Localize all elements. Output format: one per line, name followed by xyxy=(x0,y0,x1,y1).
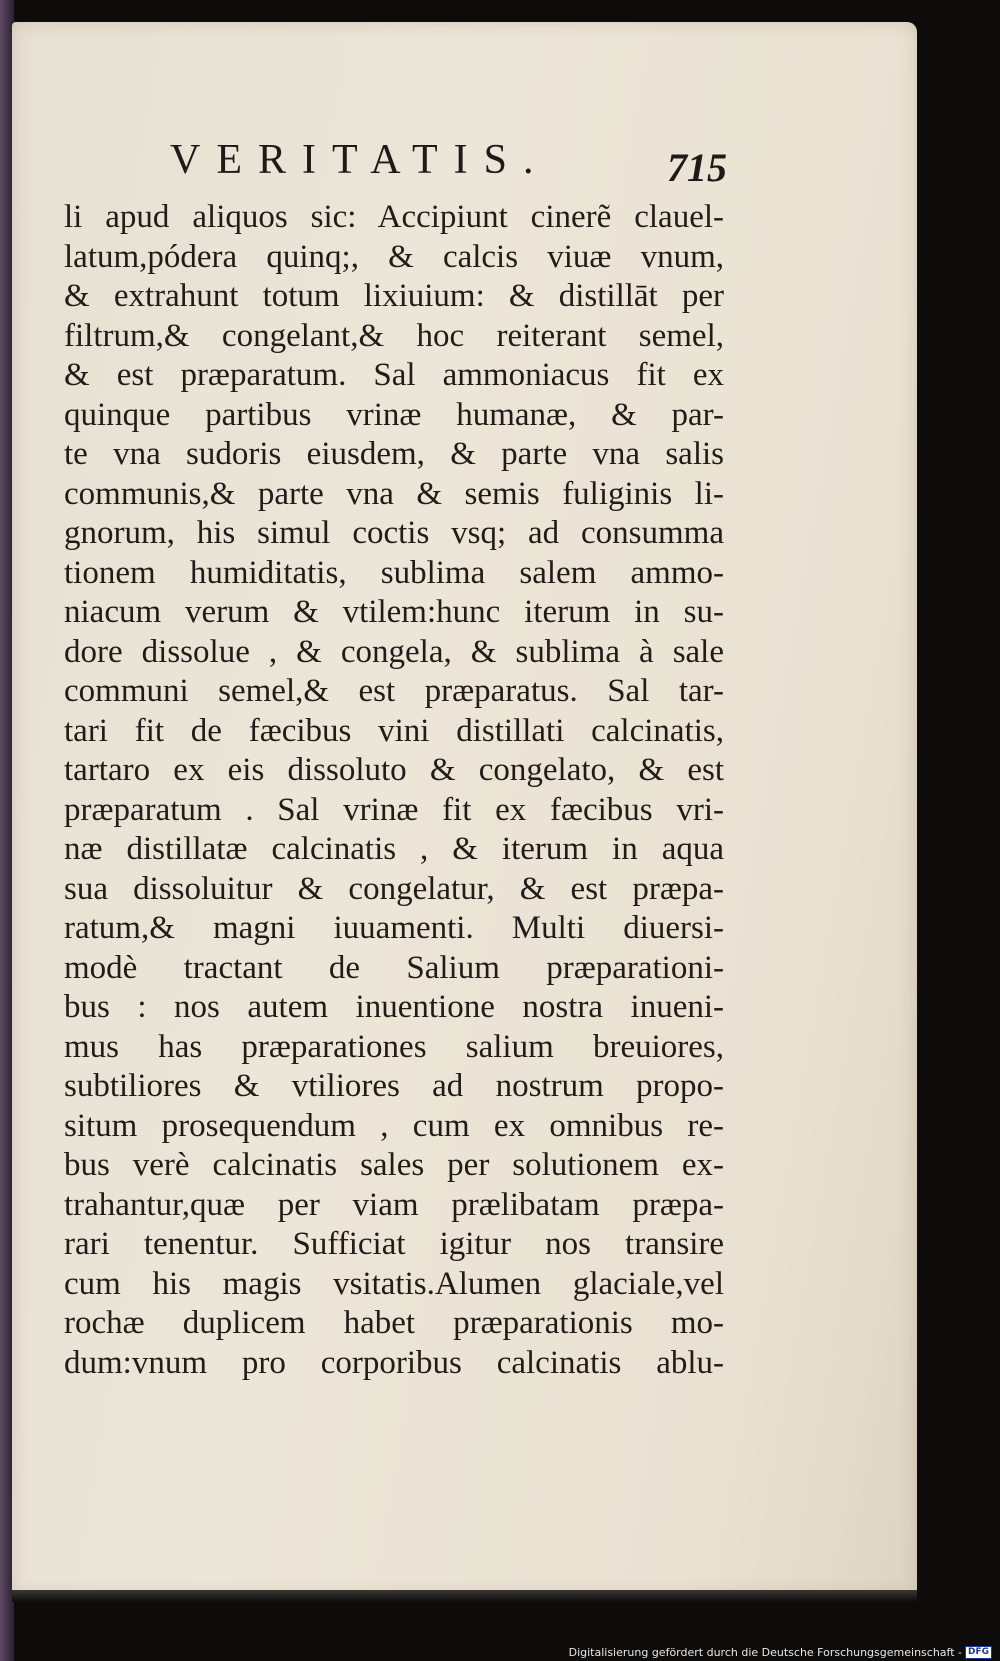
text-line: tari fit de fæcibus vini distillati calcinatis, xyxy=(64,712,724,749)
text-line: sua dissoluitur & congelatur, & est præpa- xyxy=(64,870,724,907)
page-number: 715 xyxy=(667,145,727,190)
text-line: & extrahunt totum lixiuium: & distillāt per xyxy=(64,278,724,314)
text-line: mus has præparationes salium breuiores, xyxy=(64,1028,724,1065)
digitization-credit xyxy=(569,1646,992,1659)
text-line: filtrum,& congelant,& hoc reiterant semel, xyxy=(64,317,724,354)
text-line: subtiliores & vtiliores ad nostrum propo- xyxy=(64,1068,724,1104)
text-line: te vna sudoris eiusdem, & parte vna salis xyxy=(64,436,724,472)
text-line: ratum,& magni iuuamenti. Multi diuersi- xyxy=(64,910,724,946)
text-line: communi semel,& est præparatus. Sal tar- xyxy=(64,673,724,709)
text-line: li apud aliquos sic: Accipiunt cinerẽ clauel- xyxy=(64,199,724,235)
text-line: dum:vnum pro corporibus calcinatis ablu- xyxy=(64,1344,724,1381)
text-line: & est præparatum. Sal ammoniacus fit ex xyxy=(64,357,724,393)
dfg-logo: DFG xyxy=(965,1646,992,1659)
text-line: rari tenentur. Sufficiat igitur nos transire xyxy=(64,1226,724,1262)
text-line: latum,pódera quinq;, & calcis viuæ vnum, xyxy=(64,238,724,275)
text-line: næ distillatæ calcinatis , & iterum in aqua xyxy=(64,831,724,867)
text-line: cum his magis vsitatis.Alumen glaciale,vel xyxy=(64,1265,724,1302)
book-page xyxy=(12,22,917,1595)
page-shadow xyxy=(12,1590,917,1602)
text-line: bus verè calcinatis sales per solutionem ex- xyxy=(64,1147,724,1183)
text-line: trahantur,quæ per viam prælibatam præpa- xyxy=(64,1186,724,1223)
text-line: præparatum . Sal vrinæ fit ex fæcibus vri- xyxy=(64,791,724,828)
body-text xyxy=(64,198,724,1383)
text-line: quinque partibus vrinæ humanæ, & par- xyxy=(64,396,724,433)
text-line: gnorum, his simul coctis vsq; ad consumma xyxy=(64,515,724,551)
text-line: tartaro ex eis dissoluto & congelato, & est xyxy=(64,752,724,788)
text-line: tionem humiditatis, sublima salem ammo- xyxy=(64,554,724,591)
credit-text: Digitalisierung gefördert durch die Deutsche Forschungsgemeinschaft - xyxy=(568,1646,962,1659)
text-line: niacum verum & vtilem:hunc iterum in su- xyxy=(64,594,724,630)
text-line: rochæ duplicem habet præparationis mo- xyxy=(64,1305,724,1341)
running-head: VERITATIS. xyxy=(170,137,550,183)
text-line: dore dissolue , & congela, & sublima à sale xyxy=(64,633,724,670)
text-line: situm prosequendum , cum ex omnibus re- xyxy=(64,1107,724,1144)
text-line: modè tractant de Salium præparationi- xyxy=(64,949,724,986)
text-line: bus : nos autem inuentione nostra inueni- xyxy=(64,989,724,1025)
text-line: communis,& parte vna & semis fuliginis li- xyxy=(64,475,724,512)
